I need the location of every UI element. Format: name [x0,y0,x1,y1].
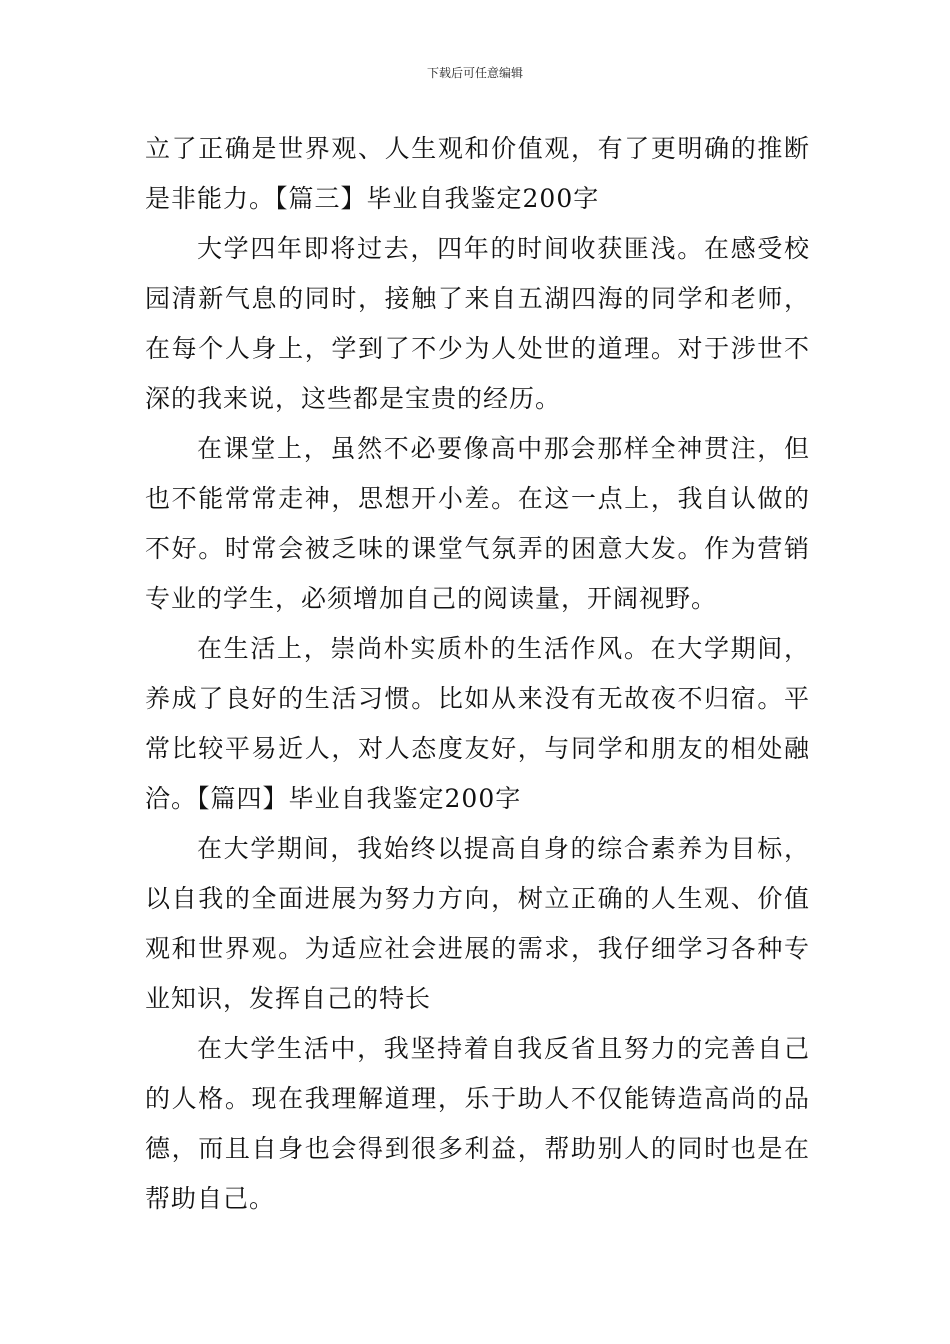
paragraph-self-improvement: 在大学期间，我始终以提高自身的综合素养为目标，以自我的全面进展为努力方向，树立正确的人生观、价值观和世界观。为适应社会进展的需求，我仔细学习各种专业知识，发挥自己的特长 [145,834,810,1013]
document-body [145,124,810,1224]
paragraph-character: 在大学生活中，我坚持着自我反省且努力的完善自己的人格。现在我理解道理，乐于助人不仅能铸造高尚的品德，而且自身也会得到很多利益，帮助别人的同时也是在帮助自己。 [145,1034,810,1213]
paragraph-university-years: 大学四年即将过去，四年的时间收获匪浅。在感受校园清新气息的同时，接触了来自五湖四海的同学和老师，在每个人身上，学到了不少为人处世的道理。对于涉世不深的我来说，这些都是宝贵的经历。 [145,234,810,413]
paragraph-classroom: 在课堂上，虽然不必要像高中那会那样全神贯注，但也不能常常走神，思想开小差。在这一点上，我自认做的不好。时常会被乏味的课堂气氛弄的困意大发。作为营销专业的学生，必须增加自己的阅读量，开阔视野。 [145,434,810,613]
page-header-note: 下载后可任意编辑 [426,66,523,80]
paragraph-continued: 立了正确是世界观、人生观和价值观，有了更明确的推断是非能力。【篇三】毕业自我鉴定200字 [145,134,810,213]
paragraph-daily-life: 在生活上，崇尚朴实质朴的生活作风。在大学期间，养成了良好的生活习惯。比如从来没有无故夜不归宿。平常比较平易近人，对人态度友好，与同学和朋友的相处融洽。【篇四】毕业自我鉴定200字 [145,634,810,813]
